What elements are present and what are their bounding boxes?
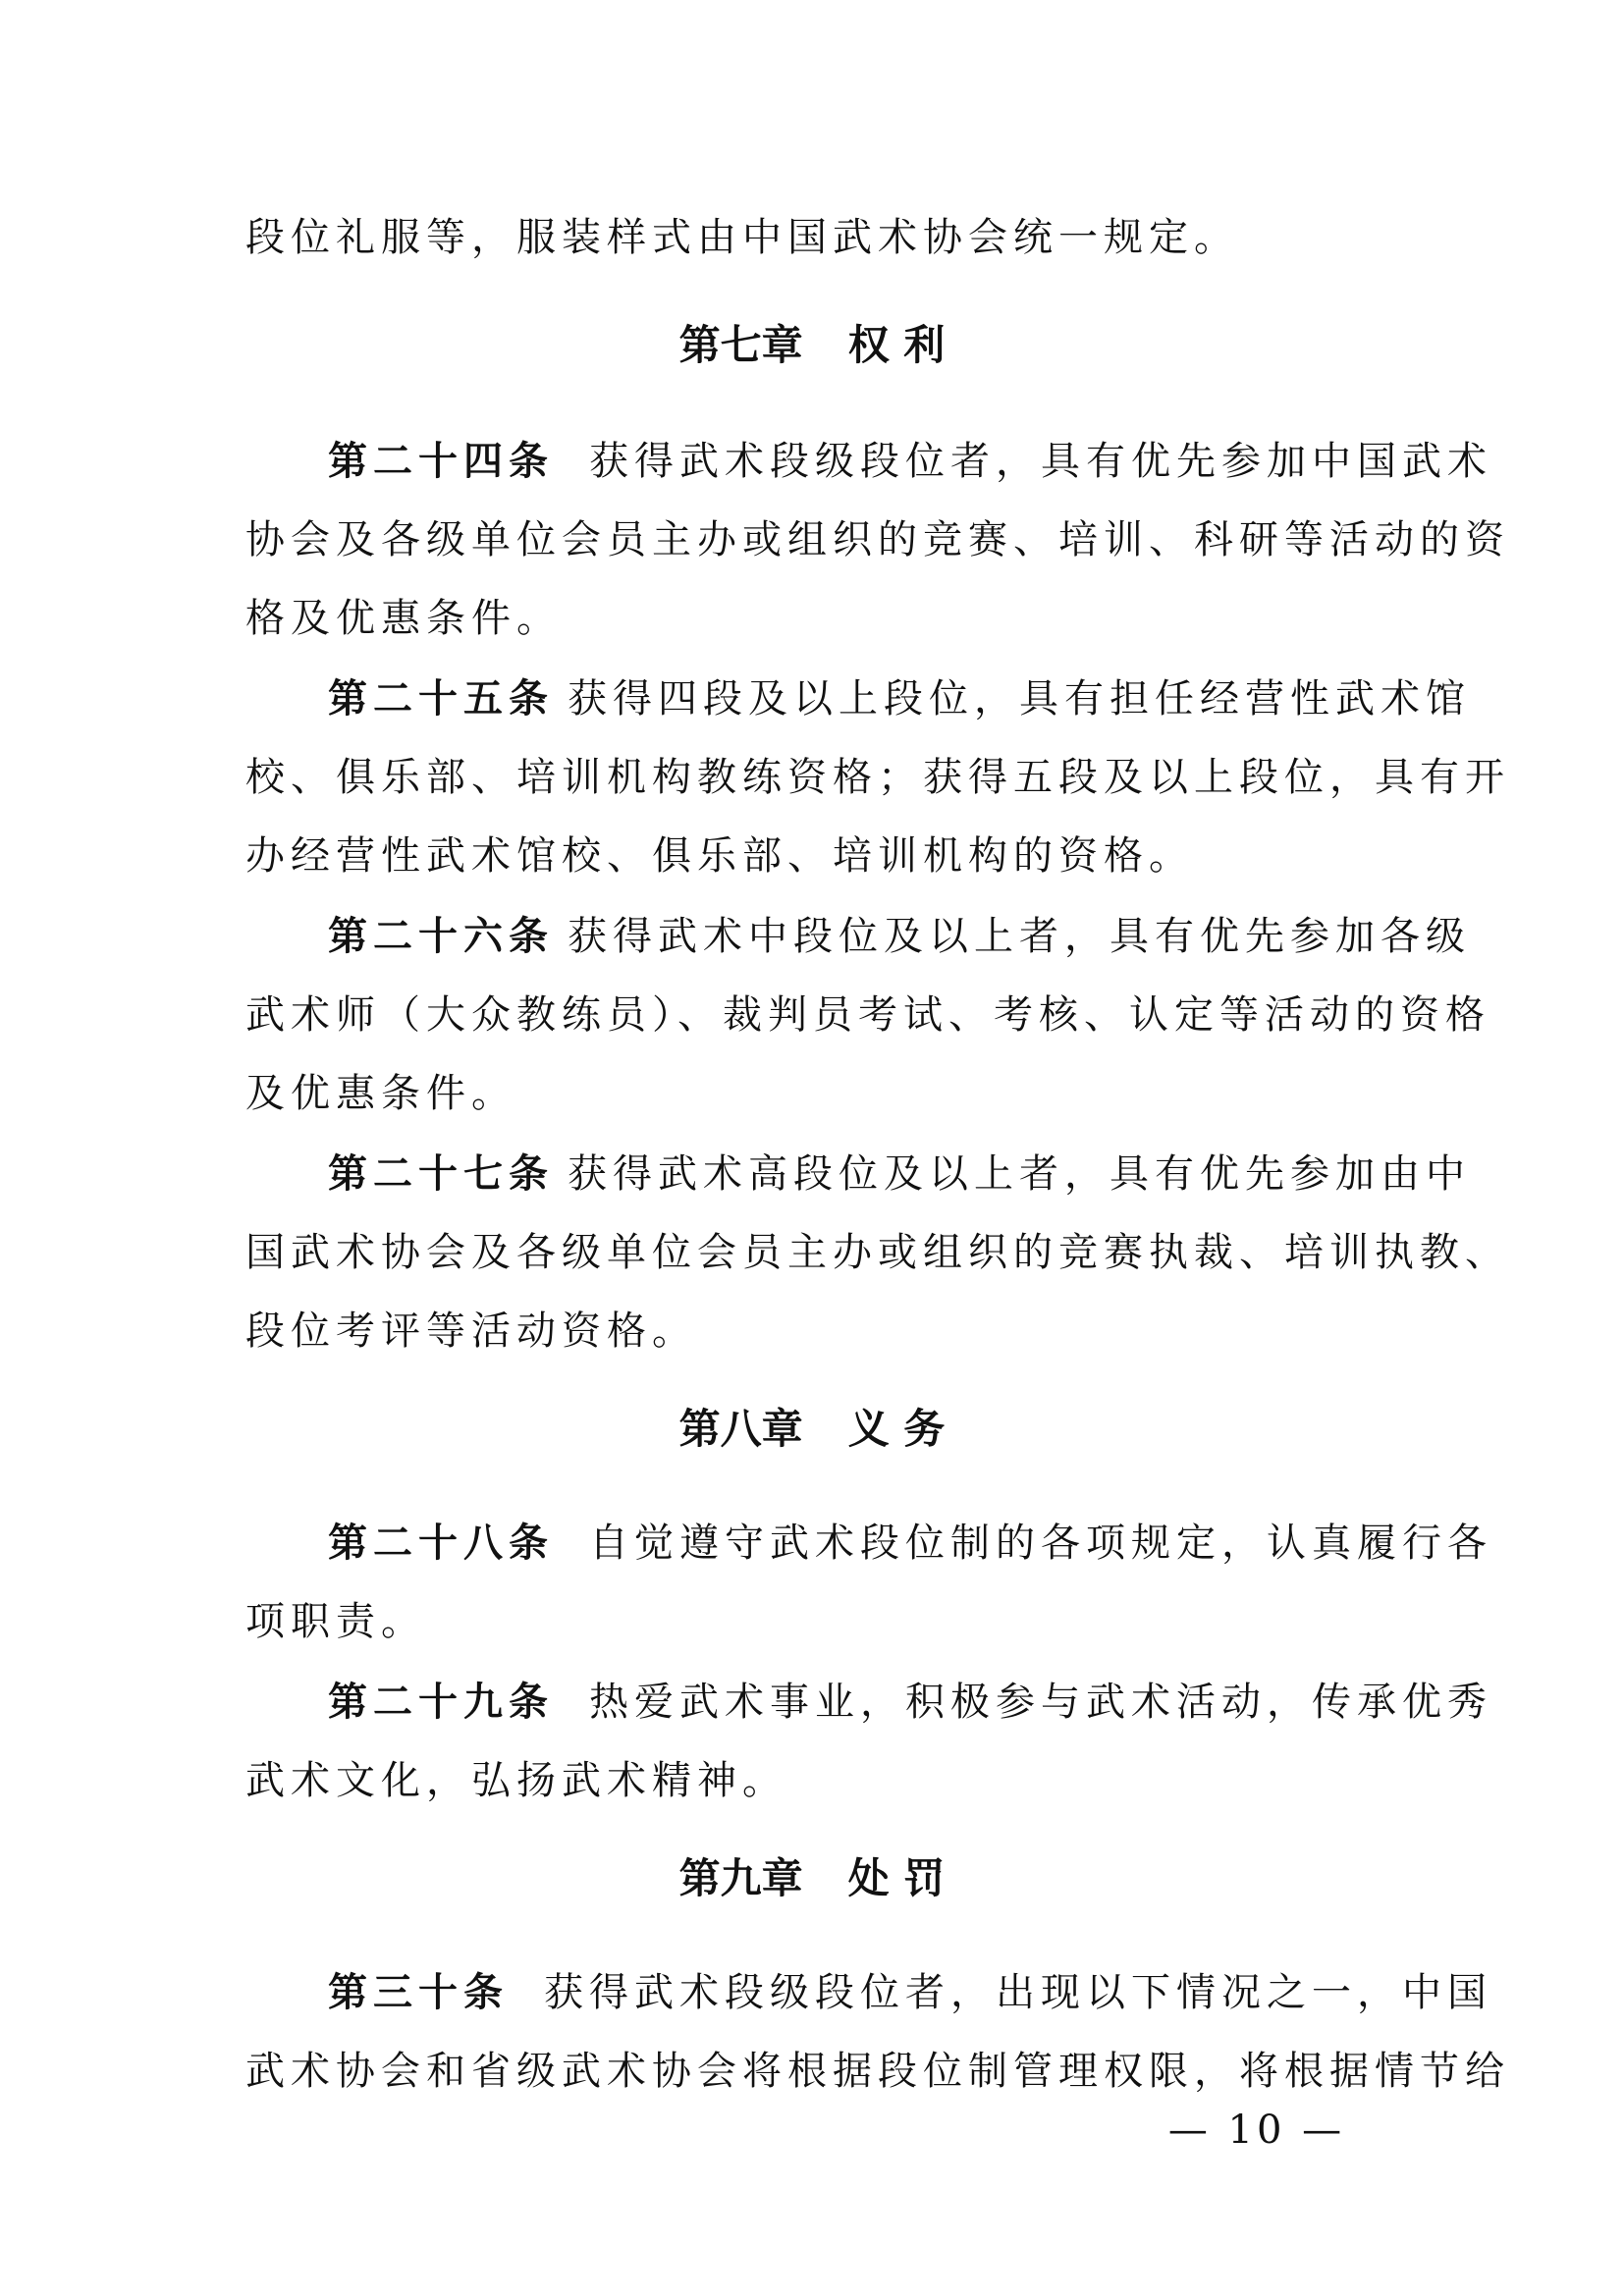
article-number: 第三十条 [328,1970,509,2015]
article-text: 获得武术段级段位者，具有优先参加中国武术 [589,439,1492,484]
intro-line: 段位礼服等，服装样式由中国武术协会统一规定。 [245,215,1239,260]
chapter-title: 处 罚 [847,1854,946,1902]
article-text: 热爱武术事业，积极参与武术活动，传承优秀 [589,1680,1492,1725]
chapter-title: 义 务 [847,1405,946,1453]
chapter-title: 权 利 [847,321,946,369]
article-28-line-2: 项职责。 [245,1599,426,1644]
article-number: 第二十五条 [328,676,554,721]
article-25-line-1 [245,660,1471,738]
chapter-heading-7 [0,306,1624,385]
article-text: 获得四段及以上段位，具有担任经营性武术馆 [568,676,1471,721]
article-29-line-2: 武术文化，弘扬武术精神。 [245,1758,787,1803]
chapter-heading-9 [0,1840,1624,1918]
article-26-line-2: 武术师（大众教练员）、裁判员考试、考核、认定等活动的资格 [245,992,1490,1038]
article-25-line-3: 办经营性武术馆校、俱乐部、培训机构的资格。 [245,833,1194,879]
article-27-line-3: 段位考评等活动资格。 [245,1308,697,1354]
article-number: 第二十九条 [328,1680,554,1725]
page-number: — 10 — [1167,2108,1346,2153]
article-24-line-2: 协会及各级单位会员主办或组织的竞赛、培训、科研等活动的资 [245,517,1510,562]
article-number: 第二十六条 [328,914,554,959]
chapter-heading-8 [0,1390,1624,1468]
chapter-number: 第七章 [678,321,803,369]
chapter-number: 第八章 [678,1405,803,1453]
article-text: 获得武术段级段位者，出现以下情况之一，中国 [544,1970,1492,2015]
article-number: 第二十七条 [328,1151,554,1197]
article-27-line-1 [245,1135,1471,1213]
article-28-line-1 [245,1504,1492,1582]
article-text: 获得武术高段位及以上者，具有优先参加由中 [568,1151,1471,1197]
article-24-line-3: 格及优惠条件。 [245,596,562,641]
article-24-line-1 [245,422,1492,501]
article-25-line-2: 校、俱乐部、培训机构教练资格；获得五段及以上段位，具有开 [245,755,1510,800]
article-text: 获得武术中段位及以上者，具有优先参加各级 [568,914,1471,959]
article-29-line-1 [245,1663,1492,1741]
article-26-line-3: 及优惠条件。 [245,1071,516,1116]
article-26-line-1 [245,897,1471,976]
article-30-line-1 [245,1953,1492,2032]
article-30-line-2: 武术协会和省级武术协会将根据段位制管理权限，将根据情节给 [245,2049,1510,2094]
article-text: 自觉遵守武术段位制的各项规定，认真履行各 [589,1521,1492,1566]
article-number: 第二十四条 [328,439,554,484]
chapter-number: 第九章 [678,1854,803,1902]
article-27-line-2: 国武术协会及各级单位会员主办或组织的竞赛执裁、培训执教、 [245,1230,1510,1275]
article-number: 第二十八条 [328,1521,554,1566]
